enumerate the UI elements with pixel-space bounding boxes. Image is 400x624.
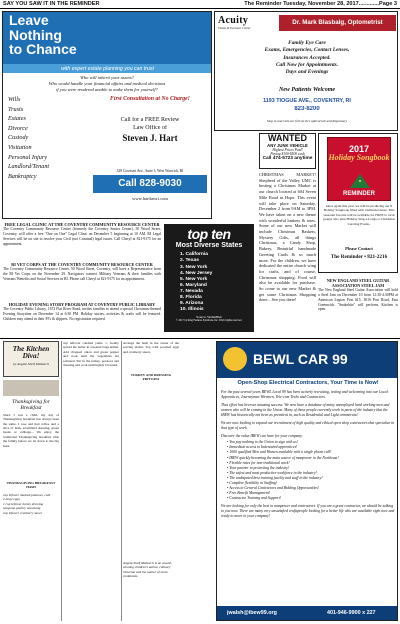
column-rule-1 [61,341,62,621]
legal-clinic-title: FREE LEGAL CLINIC AT THE COVENTRY COMMUNITY RESOURCE CENTER [4,222,160,227]
ibew-p4: Discover the value IBEW can have for your company: [221,434,304,439]
topten-item: 9. Arizona [180,301,204,307]
header-right: The Reminder Tuesday, November 28, 2017.............Page 3 [244,1,397,7]
law-q3: if you were rendered unable to make them for yourself? [56,86,158,92]
ibew-bullet-text: 1000 qualified Men and Women available with a single phone call! [229,450,332,455]
opto-address: 1193 TIOGUE AVE., COVENTRY, RI [263,98,351,104]
wanted-ad [259,133,316,169]
law-service-item: Estates [8,115,26,123]
doctor-name: Dr. Mark Blasbalg, Optometrist [279,15,396,31]
column-rule-2 [121,341,122,621]
ibew-intro: For the past several years BEWL Local 99 has been actively recruiting, testing and welcoming into our Local: Apprentices, Journeymen Wiremen, Tele-com Techs and Contractors. [221,390,389,400]
topten-item: 3. New York [180,264,208,270]
ingredient-item: teaspoon poultry seasoning [3,506,41,511]
wanted-line2: Paying $100-$500 cash [270,152,305,156]
law-services-list [8,95,88,215]
acuity-brand: Acuity [218,15,249,26]
law-q1: Who will inherit your assets? [80,75,134,80]
topten-list [164,252,254,313]
ibew-p2: That effort has been an amazing success. We now have a database of many unemployed hard working men and women who will be coming in the Union. Many of these people currently work in parts of the industry that the IBEW has historically not been as prevalent in, such as Residential and Light commercial. [221,403,390,418]
ibew-bullet: • Immediate access to Indentured apprentices! [227,445,298,450]
ibew-bullet-text: The undisputed best training facility and staff in the industry! [229,475,323,480]
wanted-call[interactable]: Call 474-5723 anytime [262,156,313,161]
topten-sub: Most Diverse States [175,242,243,249]
kitchen-diva-logo [3,341,59,377]
ibew-bullet: • Complete flexibility in Staffing! [227,480,278,485]
ibew-p5: We are looking for only the best in manpower and contractors. If you are a great contractor, we should be talking to you now. There are many very unsatisfied craftspeople looking for a better life who are available right now and ready to move to your company! [221,503,395,519]
wanted-line1: Highest Prices Paid! [272,148,303,152]
ibew-contact-bar [217,606,398,621]
christmas-market-article [259,172,316,334]
ibew-bullet-text: Your partner in protecting the industry! [229,465,290,470]
ibew-bullet-text: The safest and most productive workforce in the industry! [229,470,317,475]
legal-clinic-article [3,222,161,262]
law-service-item: Landlord/Tenant [8,163,50,171]
topten-item: 8. Florida [180,295,202,301]
ibew-bullet-text: IBEW quickly becoming the main source of manpower in the Northeast! [229,455,339,460]
kitchen-photo [3,380,59,396]
opto-note: Stop in and visit our full service optical lab and dispensary [266,119,348,123]
library-article [3,302,161,338]
ibew-bullet-text: Contractor Training and Support! [229,495,282,500]
library-body: The Coventry Public Library, 1672 Flat River Road, invites families to attend a special Christmas-themed Evening Storytime on December 14 at 6:30 PM. Holiday stories, activities & crafts will be featured. Children may attend in their PJ's & slippers. No registration required. [3,307,161,321]
songbook-sub: REMINDER [342,191,375,197]
law-banner [3,12,212,64]
law-service-item: Wills [8,96,21,103]
songbook-phone[interactable]: The Reminder • 821-2216 [330,254,388,260]
legal-clinic-body: The Coventry Community Resource Center (formerly the Coventry Senior Center), 50 Wood Street, Coventry, will offer a free "One on One" Legal Clinic on December 5 beginning at 10 AM. RI Legal Services will be on site to resolve your Civil (not Criminal) legal issues. Call Cheryl at 821-9175 for an appointment. [3,227,161,246]
ingredient-item: cup leftover mashed potatoes, cold [3,493,51,497]
songbook-year: 2017 [348,144,370,154]
ibew-bullet-text: Immediate access to Indentured apprentices! [229,445,298,450]
opto-line1: Family Eye Care [288,40,326,46]
kitchen-recipe-title: THANKSGIVING BREAKFAST HASH [6,481,56,490]
banner-line2: Nothing [9,26,62,43]
ibew-bullet: • Flexible rates for non-traditional work! [227,460,290,465]
ibew-title: Open-Shop Electrical Contractors, Your Time is Now! [237,380,379,386]
ingredient-item: 2 large eggs [3,497,20,502]
kitchen-intro: Since I was a child, my day of Thanksgiving breakfast has always been the same. I rose and had coffee and a slice of ham, scrambled dressing, green beans or cabbage... We enjoy the traditional Thanksgiving breakfast with the family before we sit down to the big feast. [3,413,59,448]
ibew-brand: BEWL CAR 99 [253,351,348,367]
ibew-bullet: • Access to General Contractors and Bidding Opportunities! [227,485,320,490]
christmas-market-text: CHRISTMAS MARKET! Shepherd of the Valley UMC is hosting a Christmas Market at our church located at 604 Seven Mile Road in Hope. This event will take place on Saturday, December 2 from 9AM to 3PM. We have taken on a new theme with wonderful baskets & totes. Some of our new Market will include Christmas Baskets, Mystery Gifts, all things Christmas, a Candy Shop, Bakery, Beautiful handmade Greeting Cards & so much more. For the children, we have dedicated the entire church wing for crafts, and of course, Christmas shopping. Food will also be available for purchase. So come to our new Market & get some Christmas Shopping done... See you there! [259,172,316,303]
law-free-consult: First Consultation at No Charge! [110,96,190,102]
banner-line3: to Chance [9,41,77,58]
topten-item: 10. Illinois [180,307,204,313]
ibew-phone[interactable]: 401-946-9900 x 227 [327,610,376,616]
header-left: SAY YOU SAW IT IN THE REMINDER [3,1,100,7]
opto-phone[interactable]: 823-8200 [294,106,320,112]
topten-item: 7. Nevada [180,289,203,295]
optometrist-ad [214,11,398,131]
ibew-bullet: • Free Benefit Management! [227,490,271,495]
topten-item: 6. Maryland [180,282,207,288]
ibew-email[interactable]: jwalsh@ibew99.org [227,610,277,616]
kitchen-heading: Thanksgiving for Breakfast [11,399,51,412]
vet-body: The Coventry Community Resource Center, 50 Wood Street, Coventry, will have a Representative from the RI Vet Corps on the November 29. Navigators connect Military Veterans & their families with Veterans' Benefits and Social Services in RI. Please call Cheryl at 821-9175 for an appointment. [3,267,161,281]
section-divider [0,338,400,339]
law-website[interactable]: www.hartlawri.com [132,196,168,201]
acuity-brand-sub: Vision & Eyewear Center [218,26,251,30]
law-call-review: Call for a FREE Review [120,117,180,123]
library-title: HOLIDAY EVENING STORY PROGRAM AT COVENTRY PUBLIC LIBRARY [8,302,156,307]
ibew-bullet-text: Free Benefit Management! [229,490,271,495]
topten-source: Source: WalletHub [196,314,222,319]
law-office-ad [2,11,212,219]
opto-new-patients: New Patients Welcome [278,87,336,93]
kitchen-col3-title: TURKEY AND DRESSING FRITTATA [130,373,172,382]
topten-item: 1. California [180,252,208,258]
law-office-label: Law Office of [133,125,167,131]
kitchen-bio: Angela Shelf Medearis is an award-winning children's author, culinary historian and the author of seven cookbooks. [123,561,172,579]
ibew-bullet: • The undisputed best training facility and staff in the industry! [227,475,323,480]
steel-guitar-article [318,278,398,334]
topten-item: 4. New Jersey [180,270,213,276]
ibew-bullet-text: You pay nothing to the Union to sign with us! [229,440,299,445]
ibew-ad [216,341,398,621]
ibew-bullet: • You pay nothing to the Union to sign with us! [227,440,299,445]
guitar-body: The New England Steel Guitar Association will hold a Steel Jam on December 10 from 12:30-4:30PM at American Legion Post #15, 3016 Post Road, East Greenwich. "Snakebite" will perform. Kitchen is open. [318,288,398,312]
ibew-bullet-text: Flexible rates for non-traditional work! [229,460,290,465]
ibew-bullet-text: Access to General Contractors and Bidding Opportunities! [229,485,320,490]
law-service-item: Trusts [8,105,24,113]
opto-line4: Call Now for Appointments. [275,61,339,68]
ibew-p3: We are now looking to expand our recruitment of high quality and ethical open shop contractors that specialize in that type of work. [221,421,395,431]
kitchen-col2: cup leftover candied yams. 1. Gently spread the butter in a heated large skillet. Add chopped onion and green pepper and cook until the vegetables are softened. Stir in the turkey, potatoes and dressing and cook until lightly browned. [63,341,119,368]
songbook-caption: Once again this year, we will be producing our 8 Holiday Songbook filled with traditional tunes. This seasonal favorite will be available for FREE to local groups who plan Holiday Sing-a-Longs or Christmas Caroling Events. [323,204,395,226]
ingredient-item: cup leftover cranberry sauce [3,510,43,515]
ibew-banner [217,342,398,378]
law-service-item: Custody [8,134,29,142]
law-q2: Who would handle your financial affairs and medical decisions [48,80,166,86]
wanted-title: WANTED [268,133,307,143]
topten-item: 5. New York [180,276,208,282]
songbook-ad [318,133,398,273]
law-service-item: Visitation [8,144,32,152]
page-header [0,0,400,9]
ibew-bullet: • IBEW quickly becoming the main source of manpower in the Northeast! [227,455,339,460]
songbook-tree-icon [346,174,374,188]
guitar-title: NEW ENGLAND STEEL GUITAR ASSOCIATION STEEL JAM [326,278,390,289]
banner-line1: Leave [9,13,49,28]
topten-credit: © 2017 by King Features Syndicate, Inc. World rights reserved. [175,318,243,322]
ibew-bullet-text: Complete flexibility in Staffing! [229,480,278,485]
law-tagline: with expert estate planning you can trust [3,64,212,73]
opto-line2: Exams, Emergencies, Contact Lenses, [264,47,350,54]
ibew-bullet: • Your partner in protecting the industry! [227,465,290,470]
topten-item: 2. Texas [180,258,199,264]
opto-line5: Days and Evenings [285,69,329,76]
ibew-bullets [221,440,395,501]
kitchen-col3: Arrange the hash in the center of the serving platter. Top with poached eggs and cranberry sauce. [123,341,179,354]
songbook-cover [327,137,391,201]
wanted-sub: ANY JUNK VEHICLE [267,143,308,148]
top-ten-box [164,224,254,332]
songbook-title: Holiday Songbook [328,153,390,162]
acuity-logo [218,15,276,39]
law-phone[interactable]: Call 828-9030 [93,175,207,193]
ibew-logo-icon [223,347,247,371]
ingredient-item: 1 cup leftover turkey dressing [3,501,44,506]
songbook-contact: Please Contact [345,246,373,251]
kitchen-title: The Kitchen Diva! [12,345,50,361]
ingredient-list [3,493,59,515]
law-attorney-name: Steven J. Hart [122,133,178,143]
law-service-item: Personal Injury [8,153,48,161]
ibew-bullet: • 1000 qualified Men and Women available with a single phone call! [227,450,332,455]
law-address: 328 Cowesett Ave., Suite 3, West Warwick, RI [116,169,184,173]
kitchen-diva-column [3,341,213,621]
vet-title: RI VET CORPS AT THE COVENTRY COMMUNITY RESOURCE CENTER [11,262,153,267]
ibew-bullet: • The safest and most productive workforce in the industry! [227,470,317,475]
law-service-item: Divorce [8,124,28,132]
ibew-bullet: • Contractor Training and Support! [227,495,282,500]
law-service-item: Bankruptcy [8,172,37,180]
kitchen-author: by Angela Shelf Medearis [13,362,49,367]
vet-corps-article [3,262,161,302]
topten-title: top ten [187,226,231,242]
opto-line3: Insurances Accepted. [283,54,331,61]
